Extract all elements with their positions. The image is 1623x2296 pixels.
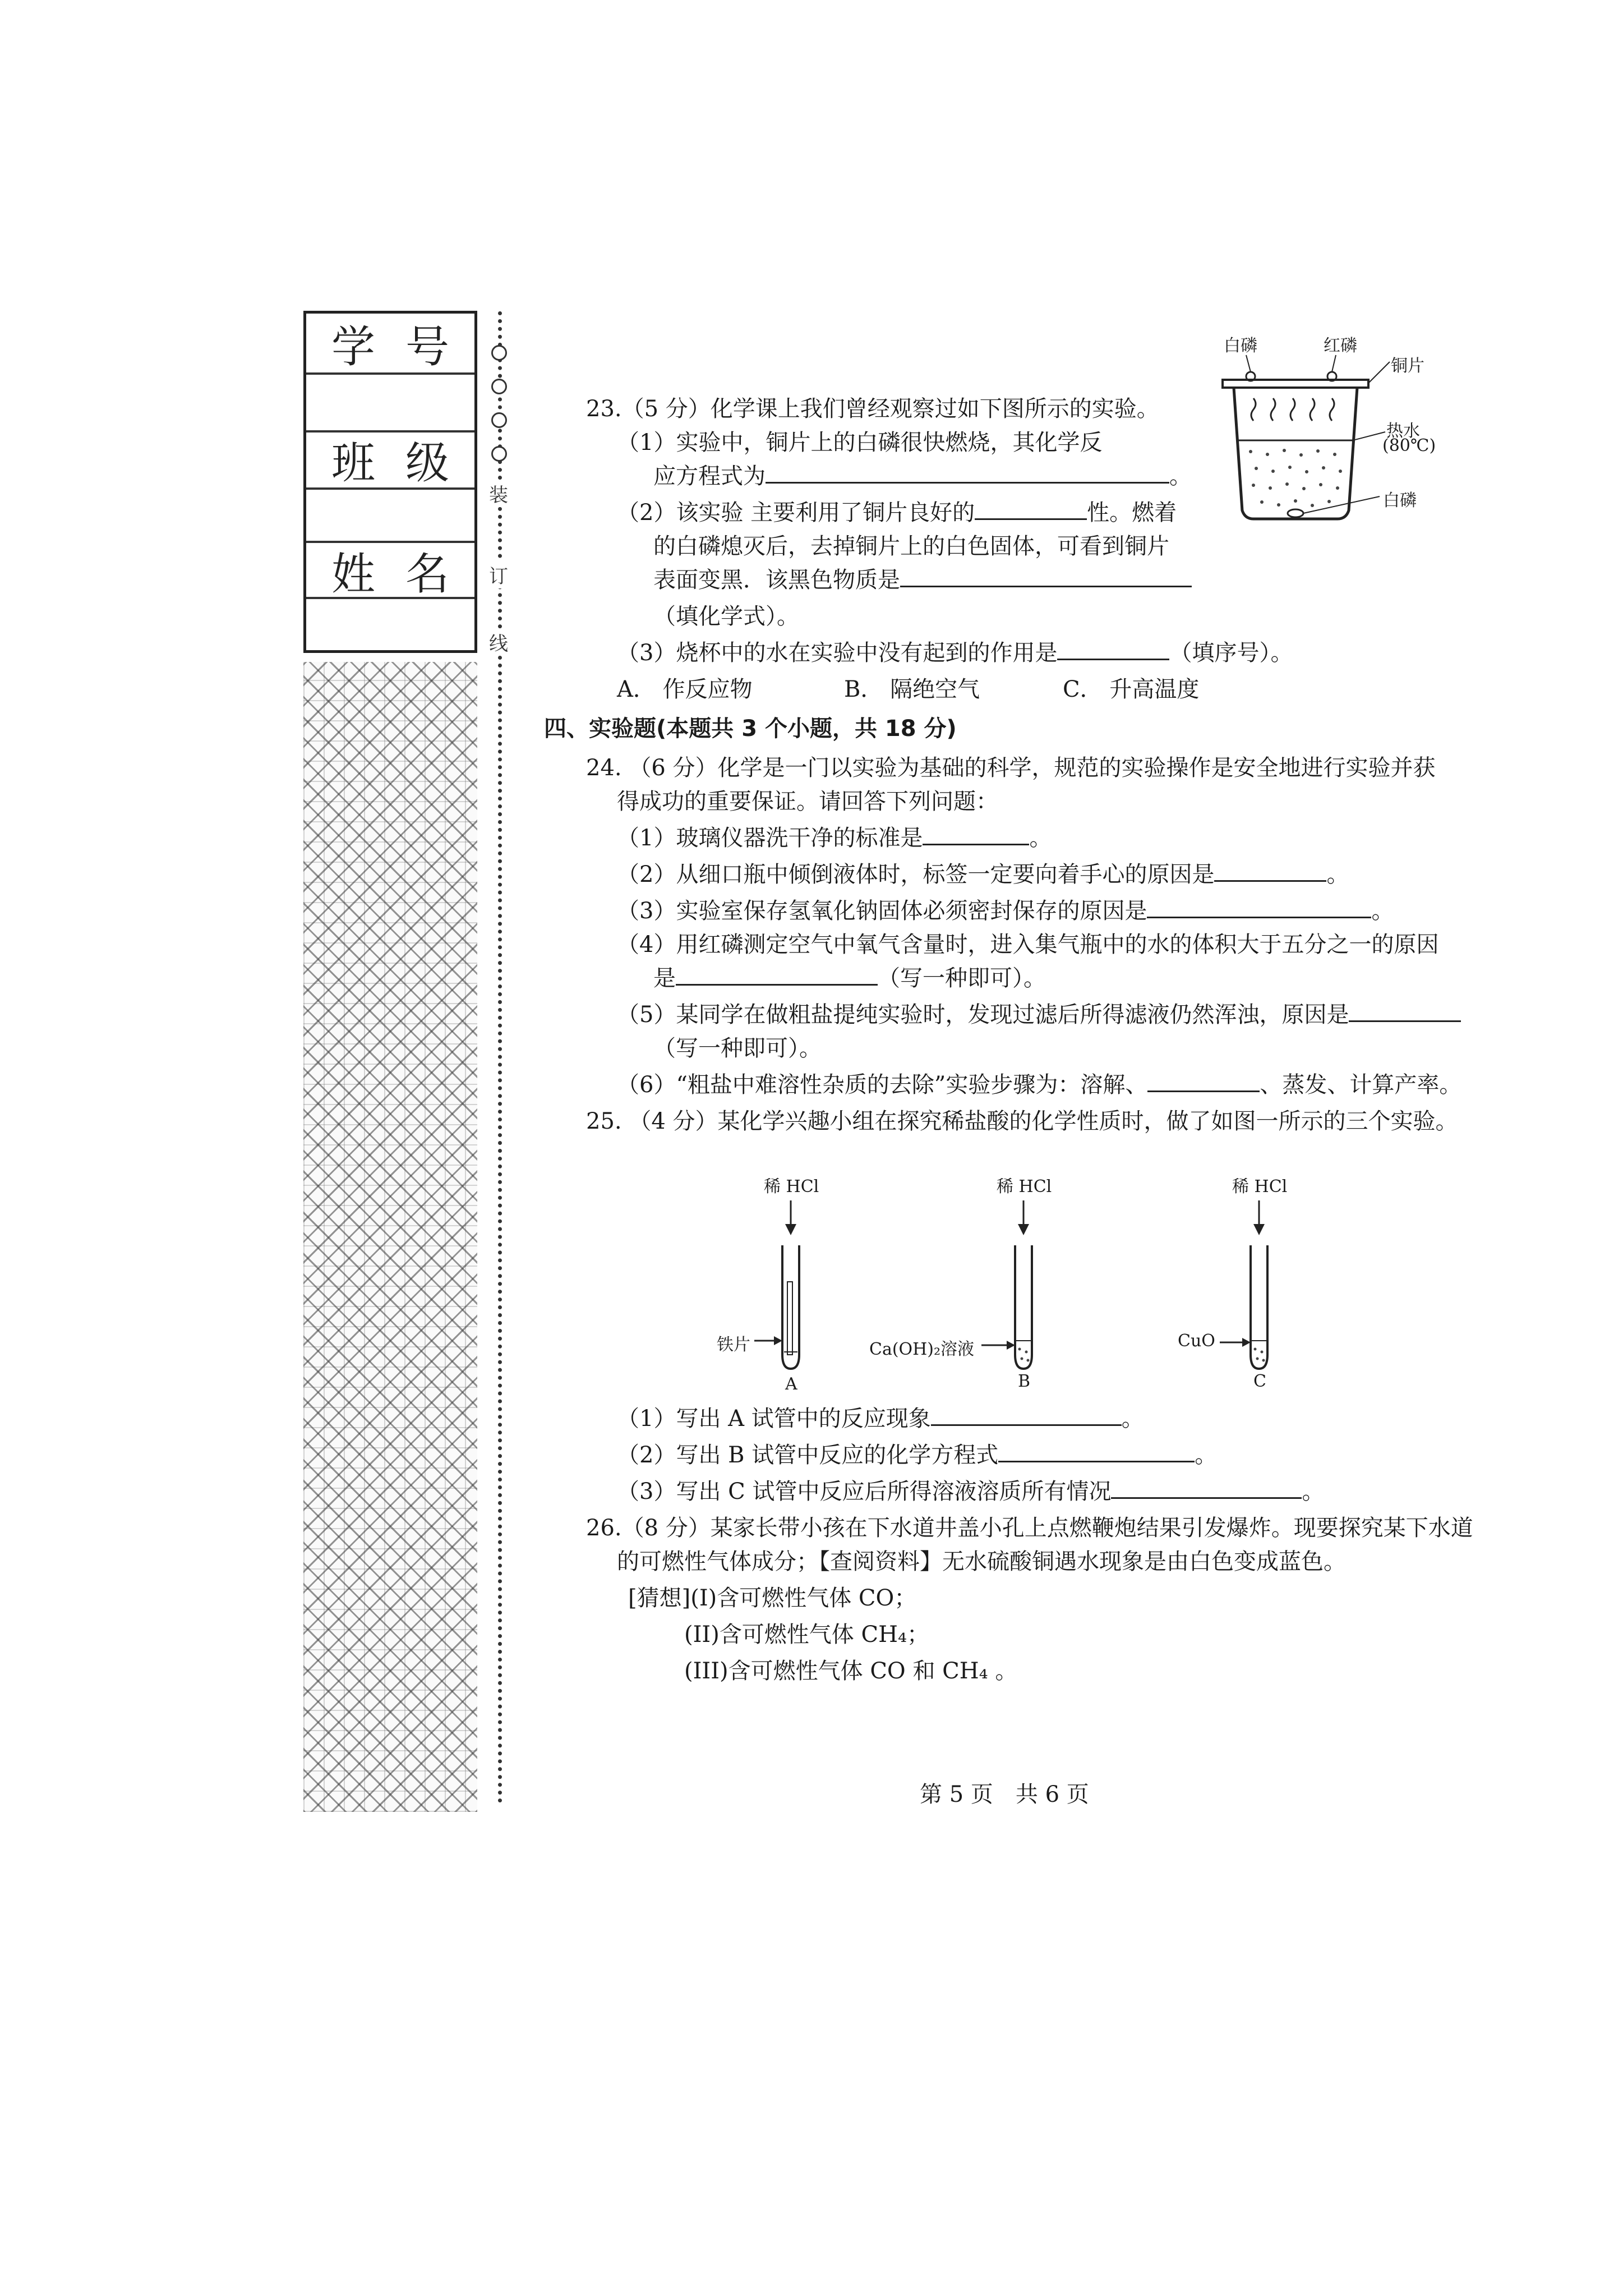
label-hcl-b: 稀 HCl bbox=[997, 1177, 1052, 1197]
q24-part1 bbox=[617, 825, 1052, 852]
q24-answer-4[interactable] bbox=[676, 965, 878, 986]
binding-circle-icon bbox=[491, 412, 507, 428]
q24-part4-end: （写一种即可）。 bbox=[878, 965, 1046, 991]
class-char-2: 级 bbox=[405, 438, 449, 489]
q24-answer-2[interactable] bbox=[1214, 861, 1326, 882]
label-white-phosphorus-bottom: 白磷 bbox=[1383, 491, 1417, 510]
q24-part3 bbox=[617, 898, 1394, 924]
q24-part2 bbox=[617, 861, 1349, 888]
q23-part3-text: （3）烧杯中的水在实验中没有起到的作用是 bbox=[617, 640, 1058, 666]
label-tube-c: C bbox=[1253, 1372, 1266, 1391]
q24-part1-text: （1）玻璃仪器洗干净的标准是 bbox=[617, 825, 923, 851]
binding-circle-icon bbox=[491, 446, 507, 462]
label-tube-b: B bbox=[1018, 1372, 1031, 1391]
q25-part2-end: 。 bbox=[1195, 1442, 1218, 1468]
q25-part3-text: （3）写出 C 试管中反应后所得溶液溶质所有情况 bbox=[617, 1479, 1112, 1504]
q23-part2-line1 bbox=[617, 499, 1177, 526]
q24-part5-line2: （写一种即可）。 bbox=[653, 1036, 822, 1061]
class-field[interactable] bbox=[306, 490, 474, 546]
q26-guess-1: [猜想](I)含可燃性气体 CO； bbox=[628, 1585, 917, 1611]
label-hcl-a: 稀 HCl bbox=[764, 1177, 819, 1197]
q25-answer-1[interactable] bbox=[931, 1405, 1122, 1426]
q23-part2-text-b: 表面变黑．该黑色物质是 bbox=[653, 567, 900, 593]
binding-char-ding: 订 bbox=[489, 561, 508, 588]
class-char-1: 班 bbox=[331, 438, 376, 489]
q23-part1-end: 。 bbox=[1169, 463, 1192, 489]
q23-part1-line2 bbox=[653, 463, 1192, 490]
label-hcl-c: 稀 HCl bbox=[1232, 1177, 1288, 1197]
q26-guess-2: (II)含可燃性气体 CH₄； bbox=[684, 1622, 930, 1648]
q24-part6 bbox=[617, 1071, 1461, 1098]
q23-option-b[interactable]: B． 隔绝空气 bbox=[844, 677, 980, 702]
q25-part1 bbox=[617, 1405, 1144, 1432]
q23-option-c[interactable]: C． 升高温度 bbox=[1063, 677, 1200, 702]
label-red-phosphorus: 红磷 bbox=[1324, 336, 1357, 356]
q24-part3-text: （3）实验室保存氢氧化钠固体必须密封保存的原因是 bbox=[617, 898, 1147, 924]
q23-answer-1[interactable] bbox=[766, 463, 1169, 484]
q24-answer-5[interactable] bbox=[1349, 1001, 1461, 1022]
binding-circle-icon bbox=[491, 379, 507, 394]
q24-answer-3[interactable] bbox=[1147, 898, 1371, 918]
q23-answer-2a[interactable] bbox=[975, 499, 1087, 520]
label-temperature: (80℃) bbox=[1382, 436, 1436, 455]
student-id-char-1: 学 bbox=[331, 321, 376, 372]
label-tube-a: A bbox=[785, 1374, 797, 1394]
binding-dotted-line bbox=[498, 311, 502, 1803]
q24-part2-text: （2）从细口瓶中倾倒液体时，标签一定要向着手心的原因是 bbox=[617, 862, 1215, 887]
q24-stem-line2: 得成功的重要保证。请回答下列问题： bbox=[617, 789, 998, 815]
label-calcium-hydroxide: Ca(OH)₂溶液 bbox=[869, 1340, 975, 1359]
student-id-label bbox=[306, 316, 474, 370]
q25-part3 bbox=[617, 1478, 1324, 1505]
q25-part1-end: 。 bbox=[1121, 1406, 1144, 1432]
q25-part3-end: 。 bbox=[1302, 1479, 1325, 1504]
q24-part5-text: （5）某同学在做粗盐提纯实验时，发现过滤后所得滤液仍然浑浊，原因是 bbox=[617, 1002, 1349, 1028]
q26-stem-line2: 的可燃性气体成分；【查阅资料】无水硫酸铜遇水现象是由白色变成蓝色。 bbox=[617, 1549, 1346, 1575]
q23-part2-line2: 的白磷熄灭后，去掉铜片上的白色固体，可看到铜片 bbox=[653, 533, 1169, 559]
student-id-char-2: 号 bbox=[405, 321, 449, 372]
label-white-phosphorus-top: 白磷 bbox=[1224, 336, 1257, 356]
q25-test-tubes-figure bbox=[701, 1161, 1318, 1397]
q23-part2-end: 性。燃着 bbox=[1087, 500, 1177, 526]
q23-beaker-figure bbox=[1211, 328, 1447, 530]
q25-stem: 25. （4 分）某化学兴趣小组在探究稀盐酸的化学性质时，做了如图一所示的三个实验。 bbox=[586, 1108, 1458, 1134]
q24-part5-line1 bbox=[617, 1001, 1461, 1028]
q23-answer-2b[interactable] bbox=[900, 567, 1192, 587]
student-id-field[interactable] bbox=[306, 375, 474, 431]
q24-part3-end: 。 bbox=[1371, 898, 1394, 924]
q25-part1-text: （1）写出 A 试管中的反应现象 bbox=[617, 1406, 931, 1432]
q24-part2-end: 。 bbox=[1326, 862, 1349, 887]
decorative-pattern bbox=[303, 662, 477, 1812]
q24-part1-end: 。 bbox=[1029, 825, 1052, 851]
class-label bbox=[306, 432, 474, 489]
q24-part6-text: （6）“粗盐中难溶性杂质的去除”实验步骤为：溶解、 bbox=[617, 1072, 1148, 1098]
q23-part1-line1: （1）实验中，铜片上的白磷很快燃烧，其化学反 bbox=[617, 430, 1103, 455]
q24-part6-end: 、蒸发、计算产率。 bbox=[1260, 1072, 1462, 1098]
q23-part3-end: （填序号）。 bbox=[1169, 640, 1293, 666]
page-footer: 第 5 页 共 6 页 bbox=[920, 1782, 1089, 1807]
q24-part4-text: 是 bbox=[653, 965, 676, 991]
student-info-box bbox=[303, 311, 477, 653]
q26-guess-3: (III)含可燃性气体 CO 和 CH₄ 。 bbox=[684, 1658, 1018, 1684]
binding-char-xian: 线 bbox=[489, 628, 508, 656]
name-label bbox=[306, 544, 474, 600]
q23-part2-line4: （填化学式）。 bbox=[653, 604, 799, 629]
q23-part3 bbox=[617, 639, 1293, 666]
q23-part2-text: （2）该实验 主要利用了铜片良好的 bbox=[617, 500, 975, 526]
q24-answer-6[interactable] bbox=[1147, 1071, 1260, 1092]
q25-answer-2[interactable] bbox=[998, 1442, 1195, 1462]
q23-part2-line3 bbox=[653, 567, 1192, 593]
q23-answer-3[interactable] bbox=[1057, 639, 1169, 660]
binding-char-zhuang: 装 bbox=[489, 480, 508, 507]
label-iron-sheet: 铁片 bbox=[717, 1335, 750, 1355]
q23-stem: 23.（5 分）化学课上我们曾经观察过如下图所示的实验。 bbox=[586, 396, 1159, 422]
q24-stem-line1: 24. （6 分）化学是一门以实验为基础的科学，规范的实验操作是安全地进行实验并获 bbox=[586, 755, 1436, 781]
name-char-1: 姓 bbox=[331, 549, 376, 600]
q24-answer-1[interactable] bbox=[923, 825, 1029, 845]
q25-part2 bbox=[617, 1442, 1217, 1469]
label-hot-water: 热水 bbox=[1386, 421, 1420, 441]
section-4-title: 四、实验题(本题共 3 个小题，共 18 分) bbox=[544, 716, 957, 742]
q26-stem-line1: 26.（8 分）某家长带小孩在下水道井盖小孔上点燃鞭炮结果引发爆炸。现要探究某下水道 bbox=[586, 1515, 1473, 1541]
label-copper-oxide: CuO bbox=[1178, 1331, 1215, 1351]
q25-part2-text: （2）写出 B 试管中反应的化学方程式 bbox=[617, 1442, 999, 1468]
binding-circle-icon bbox=[491, 345, 507, 361]
name-field[interactable] bbox=[306, 599, 474, 655]
divider bbox=[306, 372, 474, 375]
q23-part1-text: 应方程式为 bbox=[653, 463, 766, 489]
name-char-2: 名 bbox=[405, 549, 449, 600]
q23-option-a[interactable]: A． 作反应物 bbox=[617, 677, 753, 702]
label-copper-sheet: 铜片 bbox=[1391, 356, 1424, 376]
q25-answer-3[interactable] bbox=[1111, 1478, 1302, 1499]
q24-part4-line1: （4）用红磷测定空气中氧气含量时，进入集气瓶中的水的体积大于五分之一的原因 bbox=[617, 932, 1439, 958]
q24-part4-line2 bbox=[653, 965, 1046, 992]
